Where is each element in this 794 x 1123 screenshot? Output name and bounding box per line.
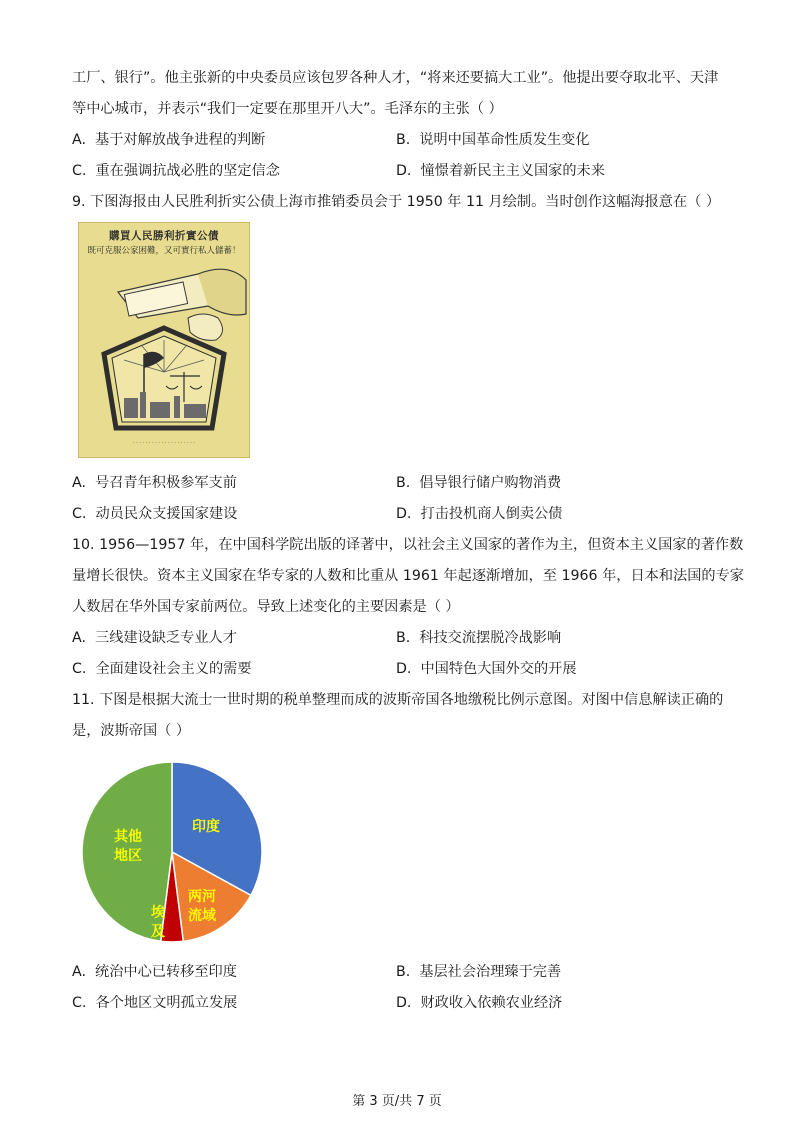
- q11-stem-line1: 11. 下图是根据大流士一世时期的税单整理而成的波斯帝国各地缴税比例示意图。对图中信息解读正确的: [72, 692, 724, 708]
- poster-subtitle: 既可克服公家困難，又可實行私人儲蓄！: [87, 246, 241, 256]
- q10-stem-line2: 量增长很快。资本主义国家在华专家的人数和比重从 1961 年起逐渐增加，至 1966 年，日本和法国的专家: [72, 568, 744, 584]
- tax-share-pie-chart: [80, 760, 264, 944]
- pie-label-india: 印度: [192, 819, 220, 835]
- q9-option-d[interactable]: D. 打击投机商人倒卖公债: [396, 506, 563, 522]
- q10-option-d[interactable]: D. 中国特色大国外交的开展: [396, 661, 577, 677]
- q11-option-d[interactable]: D. 财政收入依赖农业经济: [396, 995, 563, 1011]
- q9-option-b[interactable]: B. 倡导银行储户购物消费: [396, 475, 562, 491]
- q10-stem-line3: 人数居在华外国专家前两位。导致上述变化的主要因素是（ ）: [72, 599, 460, 615]
- q11-stem-line2: 是，波斯帝国（ ）: [72, 723, 191, 739]
- q9-option-a[interactable]: A. 号召青年积极参军支前: [72, 475, 237, 491]
- q10-stem-line1: 10. 1956—1957 年，在中国科学院出版的译著中，以社会主义国家的著作为主，但资本主义国家的著作数: [72, 537, 744, 553]
- svg-text:· · · · · · · · · · · · · · ·: · · · · · · · · · · · · · · · · · · · ·: [133, 440, 195, 446]
- pie-label-mesopotamia: 两河 流域: [188, 889, 216, 924]
- poster-title: 購買人民勝利折實公債: [109, 230, 219, 242]
- q8-option-c[interactable]: C. 重在强调抗战必胜的坚定信念: [72, 163, 280, 179]
- q8-option-a[interactable]: A. 基于对解放战争进程的判断: [72, 132, 266, 148]
- q8-option-d[interactable]: D. 憧憬着新民主主义国家的未来: [396, 163, 605, 179]
- q11-option-a[interactable]: A. 统治中心已转移至印度: [72, 964, 237, 980]
- q9-option-c[interactable]: C. 动员民众支援国家建设: [72, 506, 238, 522]
- poster-illustration: [78, 222, 250, 458]
- q8-option-b[interactable]: B. 说明中国革命性质发生变化: [396, 132, 590, 148]
- q9-stem: 9. 下图海报由人民胜利折实公债上海市推销委员会于 1950 年 11 月绘制。当时创作这幅海报意在（ ）: [72, 194, 721, 210]
- q10-option-a[interactable]: A. 三线建设缺乏专业人才: [72, 630, 237, 646]
- q11-option-b[interactable]: B. 基层社会治理臻于完善: [396, 964, 562, 980]
- page-footer: 第 3 页/共 7 页: [352, 1094, 442, 1109]
- q11-option-c[interactable]: C. 各个地区文明孤立发展: [72, 995, 238, 1011]
- q10-option-b[interactable]: B. 科技交流摆脱冷战影响: [396, 630, 562, 646]
- pie-label-egypt: 埃 及: [151, 905, 165, 940]
- pie-svg: [80, 760, 264, 944]
- pie-label-other: 其他 地区: [114, 829, 142, 864]
- q8-stem-line1: 工厂、银行”。他主张新的中央委员应该包罗各种人才，“将来还要搞大工业”。他提出要夺取北平、天津: [72, 70, 719, 86]
- q8-stem-line2: 等中心城市，并表示“我们一定要在那里开八大”。毛泽东的主张（ ）: [72, 101, 503, 117]
- q10-option-c[interactable]: C. 全面建设社会主义的需要: [72, 661, 252, 677]
- bond-poster-image: [78, 222, 250, 458]
